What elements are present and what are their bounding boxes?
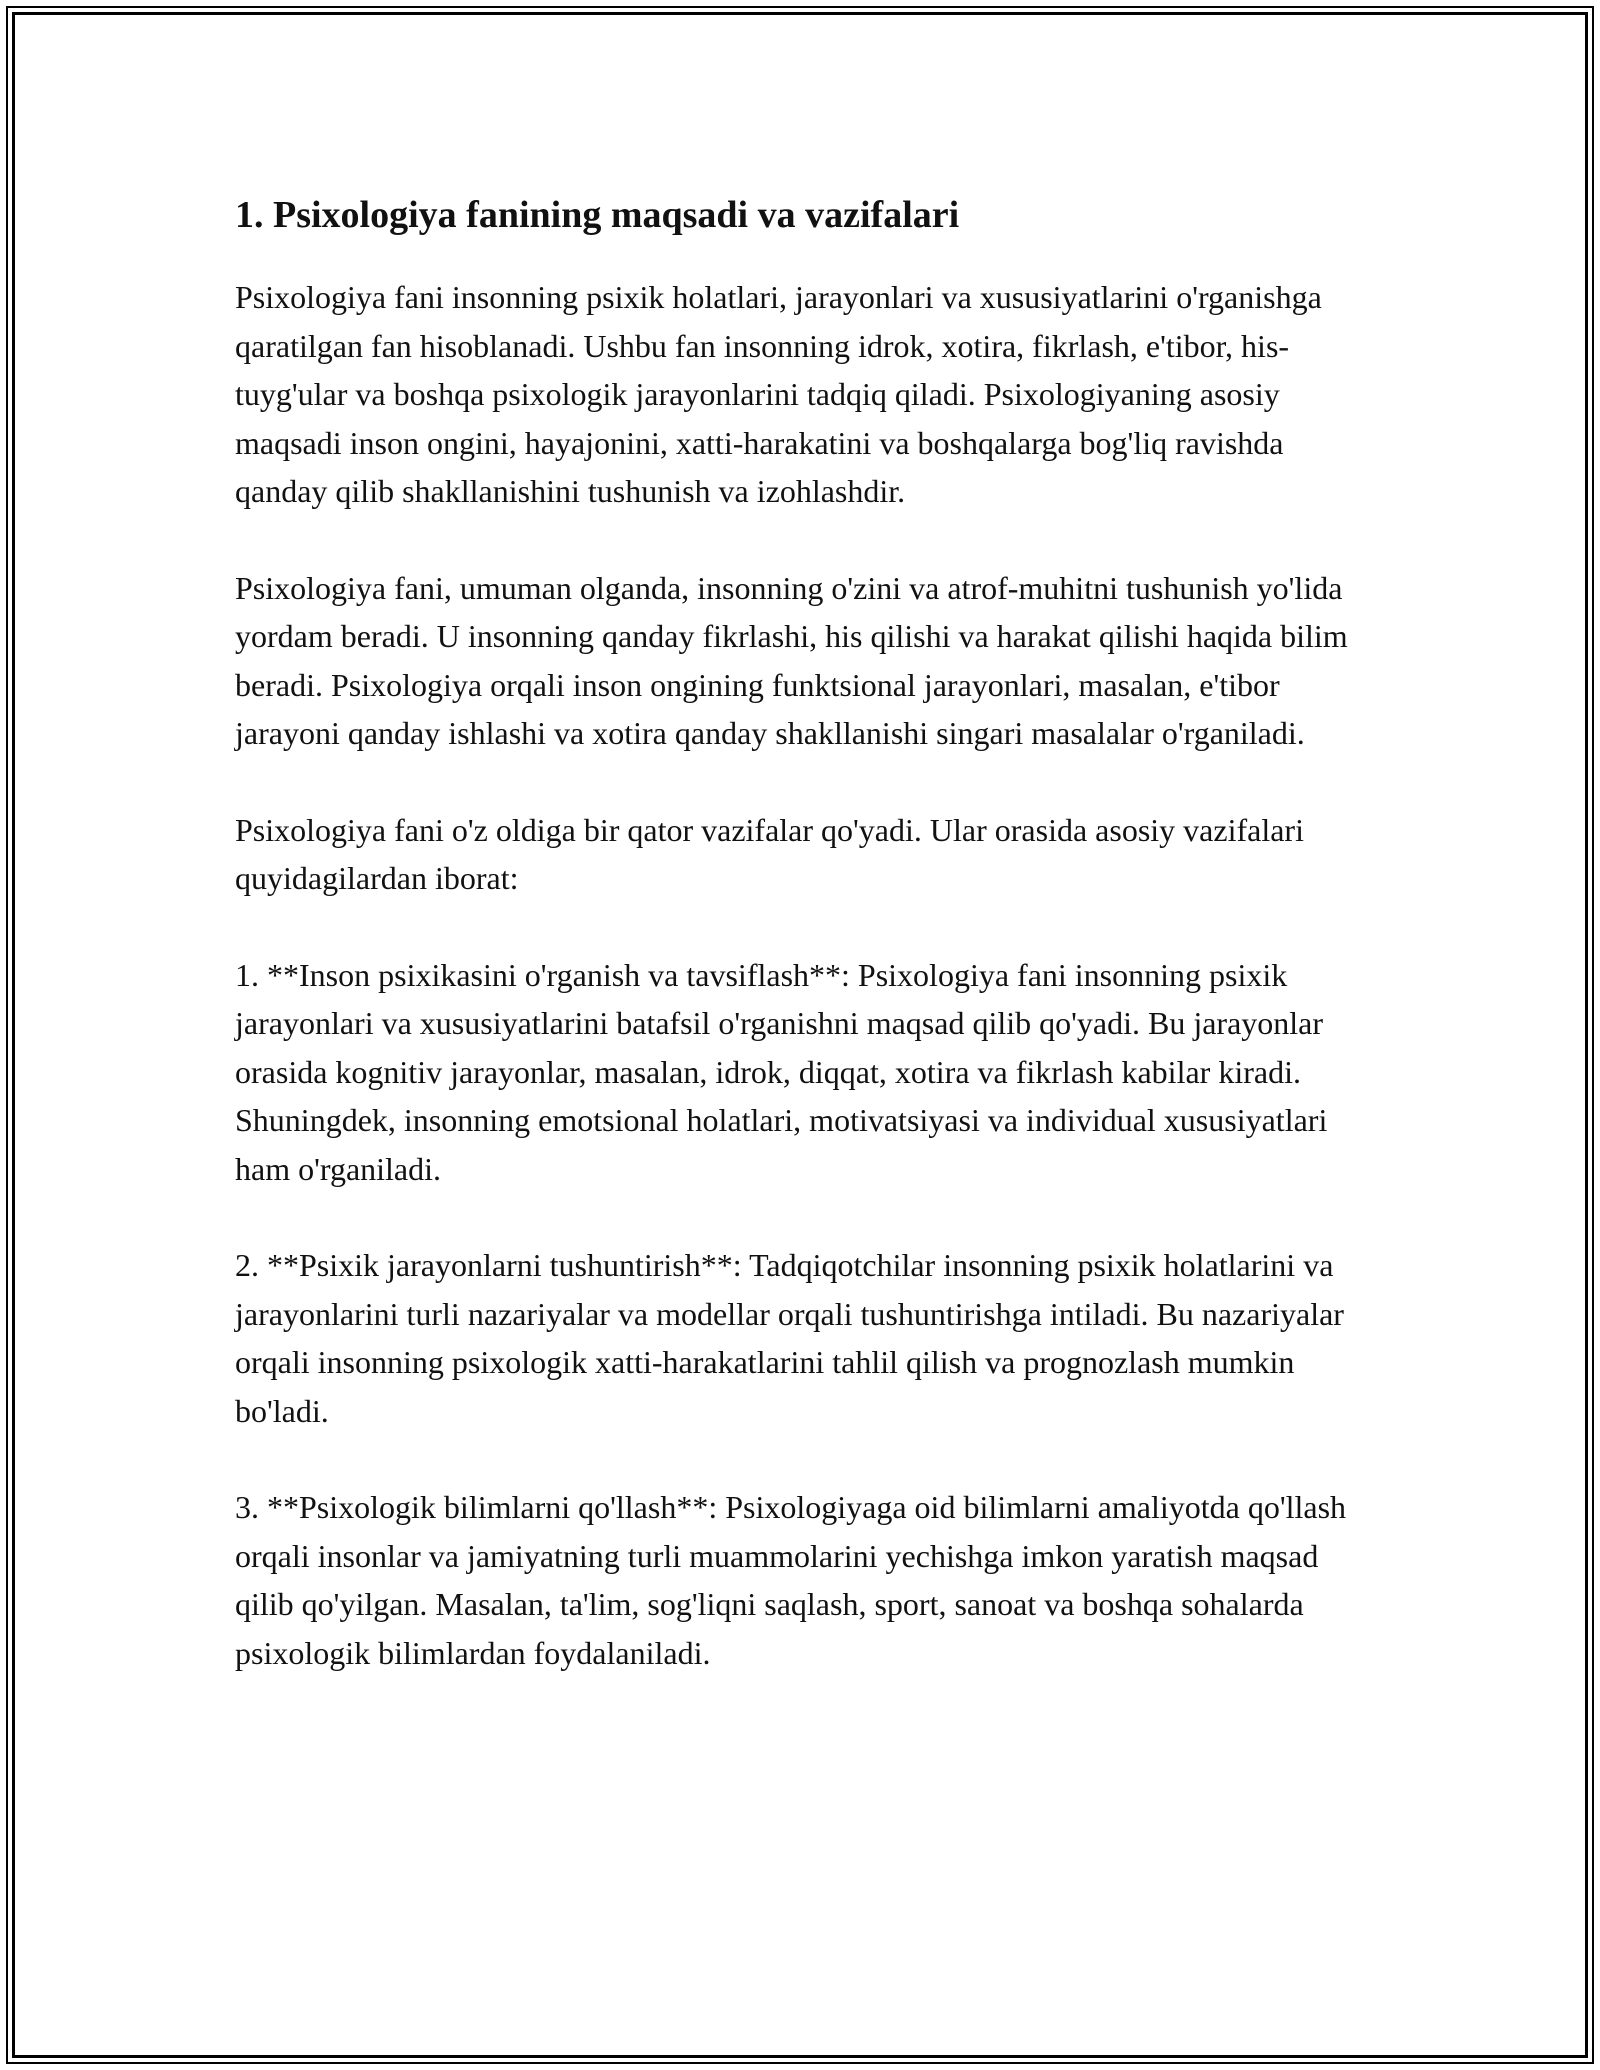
list-item-task-1: 1. **Inson psixikasini o'rganish va tavsiflash**: Psixologiya fani insonning psixik jarayonlari va xususiyatlarini batafsil o'rganishni maqsad qilib qo'yadi. Bu jarayonlar orasida kognitiv jarayonlar, masalan, idrok, diqqat, xotira va fikrlash kabilar kiradi. Shuningdek, insonning emotsional holatlari, motivatsiyasi va individual xususiyatlari ham o'rganiladi.	[235, 956, 1328, 1187]
paragraph-intro: Psixologiya fani insonning psixik holatlari, jarayonlari va xususiyatlarini o'rganishga qaratilgan fan hisoblanadi. Ushbu fan insonning idrok, xotira, fikrlash, e'tibor, his-tuyg'ular va boshqa psixologik jarayonlarini tadqiq qiladi. Psixologiyaning asosiy maqsadi inson ongini, hayajonini, xatti-harakatini va boshqalarga bog'liq ravishda qanday qilib shakllanishini tushunish va izohlashdir.	[235, 279, 1322, 509]
paragraph-overview: Psixologiya fani, umuman olganda, insonning o'zini va atrof-muhitni tushunish yo'lida yordam beradi. U insonning qanday fikrlashi, his qilishi va harakat qilishi haqida bilim beradi. Psixologiya orqali inson ongining funktsional jarayonlari, masalan, e'tibor jarayoni qanday ishlashi va xotira qanday shakllanishi singari masalalar o'rganiladi.	[235, 569, 1348, 751]
section-heading: 1. Psixologiya fanining maqsadi va vazifalari	[235, 194, 960, 236]
document-body	[235, 185, 1370, 1725]
paragraph-tasks-intro: Psixologiya fani o'z oldiga bir qator vazifalar qo'yadi. Ular orasida asosiy vazifalari quyidagilardan iborat:	[235, 811, 1304, 896]
list-item-task-3: 3. **Psixologik bilimlarni qo'llash**: Psixologiyaga oid bilimlarni amaliyotda qo'llash orqali insonlar va jamiyatning turli muammolarini yechishga imkon yaratish maqsad qilib qo'yilgan. Masalan, ta'lim, sog'liqni saqlash, sport, sanoat va boshqa sohalarda psixologik bilimlardan foydalaniladi.	[235, 1489, 1347, 1671]
list-item-task-2: 2. **Psixik jarayonlarni tushuntirish**: Tadqiqotchilar insonning psixik holatlarini va jarayonlarini turli nazariyalar va modellar orqali tushuntirishga intiladi. Bu nazariyalar orqali insonning psixologik xatti-harakatlarini tahlil qilish va prognozlash mumkin bo'ladi.	[235, 1247, 1344, 1429]
